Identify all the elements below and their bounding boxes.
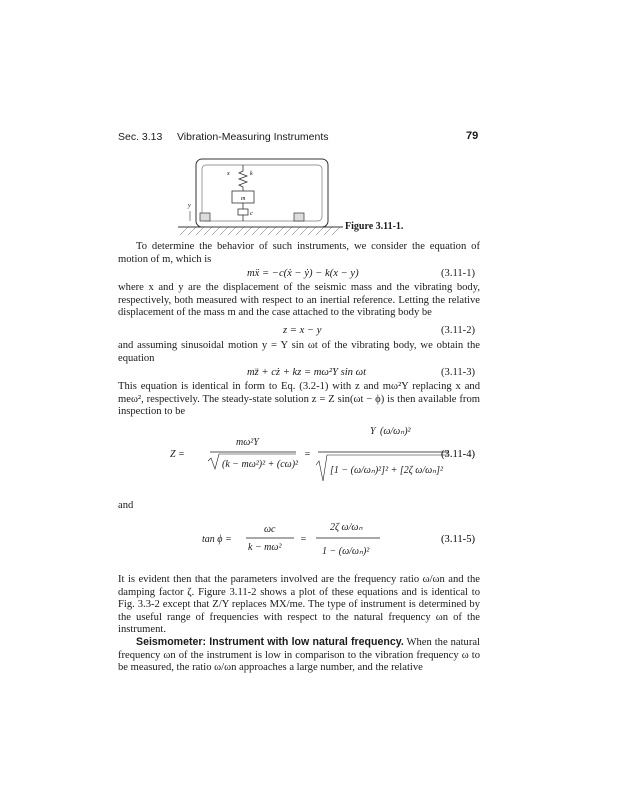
equation-number-3-11-3: (3.11-3) <box>441 367 476 378</box>
svg-text:(ω/ωₙ)²: (ω/ωₙ)² <box>380 426 411 437</box>
equation-number-3-11-4: (3.11-4) <box>441 449 476 460</box>
page-number: 79 <box>466 130 479 142</box>
label-m: m <box>241 196 246 202</box>
figure-caption: Figure 3.11-1. <box>345 221 404 232</box>
equation-3-11-5 <box>118 512 480 570</box>
equation-number-3-11-5: (3.11-5) <box>441 534 476 545</box>
paragraph-3: and assuming sinusoidal motion y = Y sin ωt of the vibrating body, we obtain the equation <box>118 340 480 364</box>
equation-number-3-11-2: (3.11-2) <box>441 325 476 336</box>
svg-text:=: = <box>304 449 311 460</box>
svg-text:Z =: Z = <box>170 449 185 460</box>
paragraph-2: where x and y are the displacement of the seismic mass and the vibrating body, respectively, both measured with respect to an inertial reference. Letting the relative displacement of the mass m and the case attached to the vibrating body be <box>118 282 480 319</box>
svg-text:(k − mω²)² + (cω)²: (k − mω²)² + (cω)² <box>222 459 299 470</box>
svg-text:tan ϕ =: tan ϕ = <box>202 534 232 545</box>
paragraph-1: To determine the behavior of such instruments, we consider the equation of motion of m, which is <box>118 241 480 265</box>
instrument-case-inner <box>202 165 322 221</box>
equation-3-11-2: z = x − y <box>283 325 322 336</box>
label-c: c <box>250 211 253 217</box>
svg-text:k − mω²: k − mω² <box>248 542 282 553</box>
running-header <box>118 131 329 143</box>
equation-3-11-4 <box>118 421 480 487</box>
equation-3-11-3: mz̈ + cż + kz = mω²Y sin ωt <box>247 367 367 378</box>
header-title: Vibration-Measuring Instruments <box>176 131 329 143</box>
ground-hatching <box>180 227 340 235</box>
svg-text:ωc: ωc <box>264 524 276 535</box>
header-section: Sec. 3.13 <box>118 131 163 143</box>
instrument-case <box>196 159 328 227</box>
label-x: x <box>227 171 230 177</box>
figure-seismic-instrument <box>118 155 478 239</box>
section-heading: Seismometer: Instrument with low natural frequency. <box>136 636 404 648</box>
svg-text:Y: Y <box>370 426 376 437</box>
label-k: k <box>250 171 253 177</box>
svg-text:2ζ ω/ωₙ: 2ζ ω/ωₙ <box>330 522 363 533</box>
bolt-right <box>294 213 304 221</box>
svg-text:[1 − (ω/ωₙ)²]² + [2ζ ω/ωₙ]²: [1 − (ω/ωₙ)²]² + [2ζ ω/ωₙ]² <box>330 465 444 476</box>
equation-number-3-11-1: (3.11-1) <box>441 268 476 279</box>
label-y: y <box>188 203 191 209</box>
word-and: and <box>118 500 134 511</box>
spring <box>239 165 247 191</box>
svg-text:=: = <box>300 534 307 545</box>
paragraph-6: Seismometer: Instrument with low natural frequency. When the natural frequency ωn of the instrument is low in comparison to the vibration frequency ω to be measured, the ratio ω/ωn approaches a large number, and the relative <box>118 636 480 674</box>
svg-text:mω²Y: mω²Y <box>236 437 259 448</box>
dashpot <box>238 209 248 215</box>
equation-3-11-1: mẍ = −c(ẋ − ẏ) − k(x − y) <box>247 268 359 279</box>
paragraph-4: This equation is identical in form to Eq. (3.2-1) with z and mω²Y replacing x and meω², respectively. The steady-state solution z = Z sin(ωt − ϕ) is then available from inspection to be <box>118 381 480 418</box>
svg-text:1 − (ω/ωₙ)²: 1 − (ω/ωₙ)² <box>322 546 370 557</box>
bolt-left <box>200 213 210 221</box>
paragraph-5: It is evident then that the parameters involved are the frequency ratio ω/ωn and the damping factor ζ. Figure 3.11-2 shows a plot of these equations and is identical to Fig. 3.3-2 except that Z/Y replaces MX/me. The type of instrument is determined by the useful range of frequencies with respect to the natural frequency ωn of the instrument. <box>118 574 480 636</box>
